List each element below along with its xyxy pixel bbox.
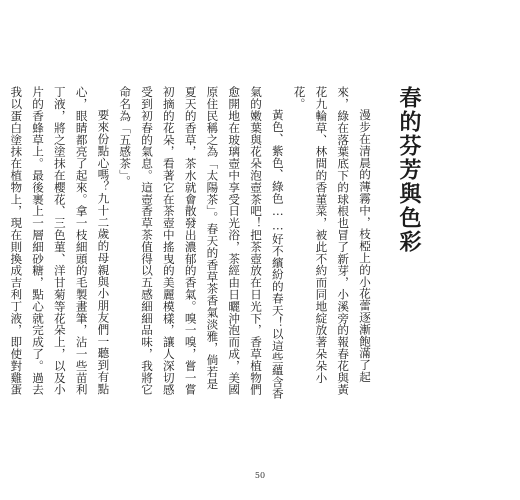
body-text xyxy=(0,86,375,401)
paragraph: 漫步在清晨的薄霧中，枝椏上的小花蕾逐漸飽滿了起來，綠在落葉底下的球根也冒了新芽，小溪旁的報春花與黃花九輪草、林間的香菫菜，被此不約而同地綻放著朵朵小花。 xyxy=(292,86,372,396)
page-number: 50 xyxy=(254,471,266,480)
paragraph: 黃色、紫色、綠色……好不繽紛的春天！以這些蘊含香氣的嫩葉與花朵泡壺茶吧！把茶壺放在日光下，香草植物們愈開地在玻璃壺中享受日光浴，茶經由日曬沖泡而成，美國原住民稱之為「太陽茶」。春天的香草茶香氣淡雅，倘若是夏天的香草，茶水就會散發出濃郁的香氣。嗅一嗅，嘗一嘗初摘的花朵，看著它在茶壺中搖曳的美麗模樣，讓人深切感受到初春的氣息。這壺香草茶值得以五感細細品味，我將它命名為「五感茶」。 xyxy=(118,86,285,400)
chapter-title: 春的芬芳與色彩 xyxy=(396,86,422,254)
paragraph: 要來份點心嗎？九十二歲的母親與小朋友們一聽到有點心，眼睛都亮了起來。拿一枝細頭的毛製畫筆，沾一些苗利丁液，將之塗抹在櫻花、三色菫、洋甘菊等花朵上，以及小片的香蜂草上。最後裹上一層細砂糖，點心就完成了。過去我以蛋白塗抹在植物上，現在則換成吉利丁液，即使對雞蛋 xyxy=(9,86,111,396)
